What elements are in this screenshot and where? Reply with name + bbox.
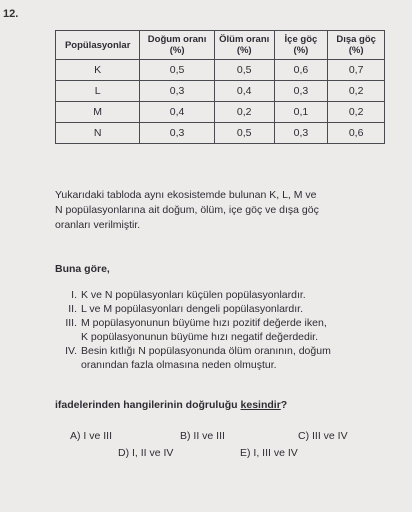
- population-table: [55, 30, 385, 144]
- statement-item: [57, 302, 397, 316]
- table-row: [56, 123, 385, 144]
- intro-line: Yukarıdaki tabloda aynı ekosistemde bulunan K, L, M ve: [55, 189, 317, 201]
- intro-line: oranları verilmiştir.: [55, 219, 141, 231]
- buna-gore-label: Buna göre,: [55, 263, 110, 275]
- option-e[interactable]: E) I, III ve IV: [240, 447, 298, 459]
- immigration-cell: 0,1: [274, 102, 328, 123]
- option-d[interactable]: D) I, II ve IV: [118, 447, 174, 459]
- question-keyword: kesindir: [240, 399, 281, 411]
- option-c[interactable]: C) III ve IV: [298, 430, 348, 442]
- population-name: K: [56, 60, 140, 81]
- statement-text: K ve N popülasyonları küçülen popülasyonlardır.: [81, 289, 306, 301]
- statement-item: [57, 344, 397, 372]
- death-rate-cell: 0,2: [214, 102, 274, 123]
- table-header-row: [56, 31, 385, 60]
- emigration-cell: 0,7: [328, 60, 385, 81]
- header-emigration: Dışa göç (%): [328, 31, 385, 60]
- emigration-cell: 0,2: [328, 102, 385, 123]
- emigration-cell: 0,6: [328, 123, 385, 144]
- birth-rate-cell: 0,4: [140, 102, 215, 123]
- immigration-cell: 0,3: [274, 123, 328, 144]
- death-rate-cell: 0,5: [214, 60, 274, 81]
- header-birth-rate: Doğum oranı (%): [140, 31, 215, 60]
- table-row: [56, 81, 385, 102]
- intro-line: N popülasyonlarına ait doğum, ölüm, içe göç ve dışa göç: [55, 204, 319, 216]
- statement-list: [57, 288, 397, 372]
- option-b[interactable]: B) II ve III: [180, 430, 225, 442]
- statement-number: III.: [65, 317, 77, 329]
- intro-paragraph: [55, 188, 405, 233]
- population-name: M: [56, 102, 140, 123]
- statement-item: [57, 288, 397, 302]
- population-name: N: [56, 123, 140, 144]
- birth-rate-cell: 0,5: [140, 60, 215, 81]
- statement-number: I.: [71, 289, 77, 301]
- birth-rate-cell: 0,3: [140, 123, 215, 144]
- table-row: [56, 60, 385, 81]
- emigration-cell: 0,2: [328, 81, 385, 102]
- statement-text: L ve M popülasyonları dengeli popülasyonlardır.: [81, 303, 304, 315]
- birth-rate-cell: 0,3: [140, 81, 215, 102]
- statement-text: Besin kıtlığı N popülasyonunda ölüm oranının, doğum oranından fazla olmasına neden olmuştur.: [81, 345, 331, 371]
- question-number: 12.: [3, 8, 19, 20]
- statement-number: II.: [68, 303, 77, 315]
- death-rate-cell: 0,5: [214, 123, 274, 144]
- option-a[interactable]: A) I ve III: [70, 430, 113, 442]
- header-death-rate: Ölüm oranı (%): [214, 31, 274, 60]
- header-immigration: İçe göç (%): [274, 31, 328, 60]
- immigration-cell: 0,3: [274, 81, 328, 102]
- table-row: [56, 102, 385, 123]
- death-rate-cell: 0,4: [214, 81, 274, 102]
- statement-item: [57, 316, 397, 344]
- immigration-cell: 0,6: [274, 60, 328, 81]
- header-populations: Popülasyonlar: [56, 31, 140, 60]
- statement-text: M popülasyonunun büyüme hızı pozitif değerde iken, K popülasyonunun büyüme hızı negatif değerdedir.: [81, 317, 327, 343]
- question-prompt: ifadelerinden hangilerinin doğruluğu kesindir?: [55, 399, 288, 411]
- population-name: L: [56, 81, 140, 102]
- statement-number: IV.: [65, 345, 77, 357]
